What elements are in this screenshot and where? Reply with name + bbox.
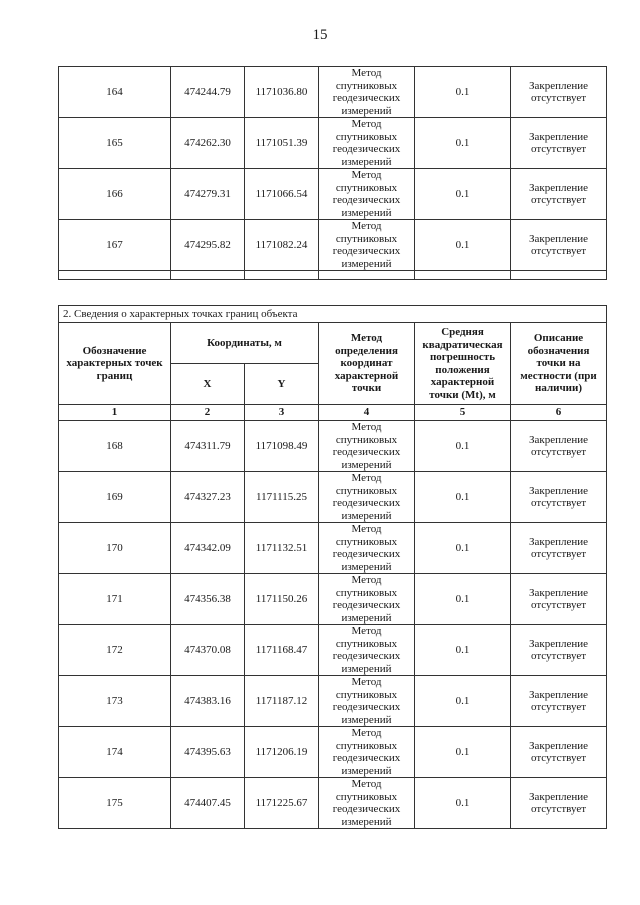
- method-line: Метод: [351, 778, 382, 790]
- x-coordinate-cell: 474327.23: [171, 472, 245, 523]
- method-line: измерений: [341, 815, 392, 828]
- empty-cell: [415, 271, 511, 280]
- y-coordinate-cell: 1171115.25: [245, 472, 319, 523]
- table-row: [59, 472, 607, 523]
- description-cell: [511, 220, 607, 271]
- table-row: [59, 169, 607, 220]
- method-cell: [319, 67, 415, 118]
- method-line: спутниковых: [335, 688, 398, 701]
- x-coordinate-cell: 474262.30: [171, 118, 245, 169]
- description-line: Закрепление: [529, 535, 589, 548]
- table-caption: 2. Сведения о характерных точках границ объекта: [59, 306, 607, 323]
- bottom-table-body: [59, 421, 607, 829]
- description-line: Закрепление: [529, 484, 589, 497]
- accuracy-cell: 0.1: [415, 574, 511, 625]
- description-cell: [511, 727, 607, 778]
- description-line: отсутствует: [531, 752, 587, 764]
- method-line: спутниковых: [335, 181, 398, 194]
- point-id-cell: 174: [59, 727, 171, 778]
- top-table-body: [59, 67, 607, 280]
- description-line: отсутствует: [531, 803, 587, 815]
- method-cell: [319, 220, 415, 271]
- accuracy-cell: 0.1: [415, 169, 511, 220]
- accuracy-cell: 0.1: [415, 421, 511, 472]
- empty-cell: [511, 271, 607, 280]
- table-row: [59, 421, 607, 472]
- method-line: геодезических: [332, 650, 401, 662]
- accuracy-cell: 0.1: [415, 676, 511, 727]
- accuracy-cell: 0.1: [415, 220, 511, 271]
- page-number: 15: [312, 27, 328, 43]
- method-line: спутниковых: [335, 232, 398, 245]
- description-line: Закрепление: [529, 739, 589, 752]
- description-line: отсутствует: [531, 497, 587, 509]
- point-id-cell: 170: [59, 523, 171, 574]
- method-line: спутниковых: [335, 790, 398, 803]
- boundary-points-table: [58, 305, 607, 829]
- y-coordinate-cell: 1171225.67: [245, 778, 319, 829]
- y-coordinate-cell: 1171082.24: [245, 220, 319, 271]
- y-coordinate-cell: 1171098.49: [245, 421, 319, 472]
- table-row: [59, 676, 607, 727]
- description-cell: [511, 778, 607, 829]
- description-line: Закрепление: [529, 688, 589, 701]
- table-row: [59, 220, 607, 271]
- y-coordinate-cell: 1171036.80: [245, 67, 319, 118]
- x-coordinate-cell: 474295.82: [171, 220, 245, 271]
- description-line: Закрепление: [528, 130, 589, 143]
- description-cell: [511, 421, 607, 472]
- table-row: [59, 574, 607, 625]
- method-line: измерений: [341, 458, 392, 471]
- description-cell: [511, 472, 607, 523]
- coordinates-table-continued: [58, 66, 607, 280]
- y-coordinate-cell: 1171051.39: [245, 118, 319, 169]
- method-line: спутниковых: [335, 130, 398, 143]
- table-row: [59, 778, 607, 829]
- header-x: X: [171, 364, 245, 405]
- method-line: Метод: [351, 118, 382, 130]
- point-id-cell: 173: [59, 676, 171, 727]
- description-line: Закрепление: [529, 790, 589, 803]
- method-line: геодезических: [332, 548, 401, 560]
- accuracy-cell: 0.1: [415, 118, 511, 169]
- column-number: 2: [171, 405, 245, 421]
- column-number: 4: [319, 405, 415, 421]
- method-line: Метод: [351, 169, 382, 181]
- point-id-cell: 166: [59, 169, 171, 220]
- table-row: [59, 118, 607, 169]
- method-line: геодезических: [332, 752, 401, 764]
- header-designation: Обозначение характерных точек границ: [59, 323, 171, 405]
- description-cell: [511, 574, 607, 625]
- x-coordinate-cell: 474383.16: [171, 676, 245, 727]
- x-coordinate-cell: 474342.09: [171, 523, 245, 574]
- description-line: Закрепление: [528, 232, 589, 245]
- description-line: отсутствует: [531, 701, 587, 713]
- method-line: измерений: [341, 206, 392, 219]
- column-numbers-row: [59, 405, 607, 421]
- method-line: спутниковых: [335, 637, 398, 650]
- empty-cell: [245, 271, 319, 280]
- description-line: отсутствует: [531, 599, 587, 611]
- method-line: измерений: [341, 155, 392, 168]
- method-line: измерений: [341, 560, 392, 573]
- accuracy-cell: 0.1: [415, 472, 511, 523]
- point-id-cell: 167: [59, 220, 171, 271]
- y-coordinate-cell: 1171187.12: [245, 676, 319, 727]
- empty-row: [59, 271, 607, 280]
- description-cell: [511, 67, 607, 118]
- x-coordinate-cell: 474356.38: [171, 574, 245, 625]
- method-cell: [319, 574, 415, 625]
- table-row: [59, 625, 607, 676]
- point-id-cell: 175: [59, 778, 171, 829]
- method-line: Метод: [351, 727, 382, 739]
- method-cell: [319, 118, 415, 169]
- y-coordinate-cell: 1171066.54: [245, 169, 319, 220]
- table-row: [59, 727, 607, 778]
- point-id-cell: 168: [59, 421, 171, 472]
- point-id-cell: 171: [59, 574, 171, 625]
- method-cell: [319, 472, 415, 523]
- method-line: спутниковых: [335, 586, 398, 599]
- method-line: геодезических: [332, 497, 401, 509]
- method-line: Метод: [351, 220, 382, 232]
- method-line: Метод: [351, 625, 382, 637]
- header-method: Метод определения координат характерной точки: [319, 323, 415, 405]
- method-line: геодезических: [332, 143, 401, 155]
- description-cell: [511, 676, 607, 727]
- y-coordinate-cell: 1171150.26: [245, 574, 319, 625]
- method-line: измерений: [341, 104, 392, 117]
- method-cell: [319, 727, 415, 778]
- method-line: геодезических: [332, 701, 401, 713]
- method-line: измерений: [341, 509, 392, 522]
- method-line: геодезических: [332, 446, 401, 458]
- description-line: Закрепление: [529, 586, 589, 599]
- x-coordinate-cell: 474395.63: [171, 727, 245, 778]
- method-line: спутниковых: [335, 433, 398, 446]
- column-number: 1: [59, 405, 171, 421]
- column-number: 5: [415, 405, 511, 421]
- method-line: Метод: [351, 523, 382, 535]
- method-cell: [319, 778, 415, 829]
- method-line: геодезических: [332, 194, 401, 206]
- description-cell: [511, 523, 607, 574]
- method-line: Метод: [351, 421, 382, 433]
- header-coordinates: Координаты, м: [171, 323, 319, 364]
- x-coordinate-cell: 474311.79: [171, 421, 245, 472]
- method-line: Метод: [351, 67, 382, 79]
- x-coordinate-cell: 474279.31: [171, 169, 245, 220]
- description-line: отсутствует: [531, 650, 587, 662]
- method-line: измерений: [341, 662, 392, 675]
- x-coordinate-cell: 474370.08: [171, 625, 245, 676]
- description-cell: [511, 118, 607, 169]
- method-line: спутниковых: [335, 739, 398, 752]
- method-line: измерений: [341, 257, 392, 270]
- empty-cell: [171, 271, 245, 280]
- description-line: отсутствует: [530, 92, 587, 104]
- description-cell: [511, 625, 607, 676]
- method-line: геодезических: [332, 92, 401, 104]
- method-line: измерений: [341, 764, 392, 777]
- method-cell: [319, 625, 415, 676]
- method-cell: [319, 169, 415, 220]
- y-coordinate-cell: 1171132.51: [245, 523, 319, 574]
- method-line: Метод: [351, 676, 382, 688]
- description-line: Закрепление: [528, 181, 589, 194]
- x-coordinate-cell: 474244.79: [171, 67, 245, 118]
- description-line: Закрепление: [529, 433, 589, 446]
- method-cell: [319, 676, 415, 727]
- accuracy-cell: 0.1: [415, 523, 511, 574]
- header-y: Y: [245, 364, 319, 405]
- empty-cell: [319, 271, 415, 280]
- method-line: Метод: [351, 574, 382, 586]
- method-line: геодезических: [332, 599, 401, 611]
- empty-cell: [59, 271, 171, 280]
- description-cell: [511, 169, 607, 220]
- method-cell: [319, 421, 415, 472]
- point-id-cell: 169: [59, 472, 171, 523]
- header-accuracy: Средняя квадратическая погрешность положения характерной точки (Mt), м: [415, 323, 511, 405]
- description-line: Закрепление: [528, 79, 589, 92]
- method-line: геодезических: [332, 245, 401, 257]
- accuracy-cell: 0.1: [415, 67, 511, 118]
- accuracy-cell: 0.1: [415, 727, 511, 778]
- method-line: спутниковых: [335, 79, 398, 92]
- y-coordinate-cell: 1171168.47: [245, 625, 319, 676]
- point-id-cell: 165: [59, 118, 171, 169]
- point-id-cell: 164: [59, 67, 171, 118]
- description-line: отсутствует: [530, 245, 587, 257]
- description-line: отсутствует: [530, 194, 587, 206]
- method-line: измерений: [341, 713, 392, 726]
- description-line: отсутствует: [531, 548, 587, 560]
- method-cell: [319, 523, 415, 574]
- description-line: отсутствует: [531, 446, 587, 458]
- point-id-cell: 172: [59, 625, 171, 676]
- description-line: отсутствует: [530, 143, 587, 155]
- accuracy-cell: 0.1: [415, 778, 511, 829]
- table-row: [59, 67, 607, 118]
- column-number: 3: [245, 405, 319, 421]
- accuracy-cell: 0.1: [415, 625, 511, 676]
- header-description: Описание обозначения точки на местности (при наличии): [511, 323, 607, 405]
- x-coordinate-cell: 474407.45: [171, 778, 245, 829]
- method-line: Метод: [351, 472, 382, 484]
- method-line: измерений: [341, 611, 392, 624]
- method-line: спутниковых: [335, 484, 398, 497]
- description-line: Закрепление: [529, 637, 589, 650]
- table-row: [59, 523, 607, 574]
- column-number: 6: [511, 405, 607, 421]
- method-line: геодезических: [332, 803, 401, 815]
- method-line: спутниковых: [335, 535, 398, 548]
- y-coordinate-cell: 1171206.19: [245, 727, 319, 778]
